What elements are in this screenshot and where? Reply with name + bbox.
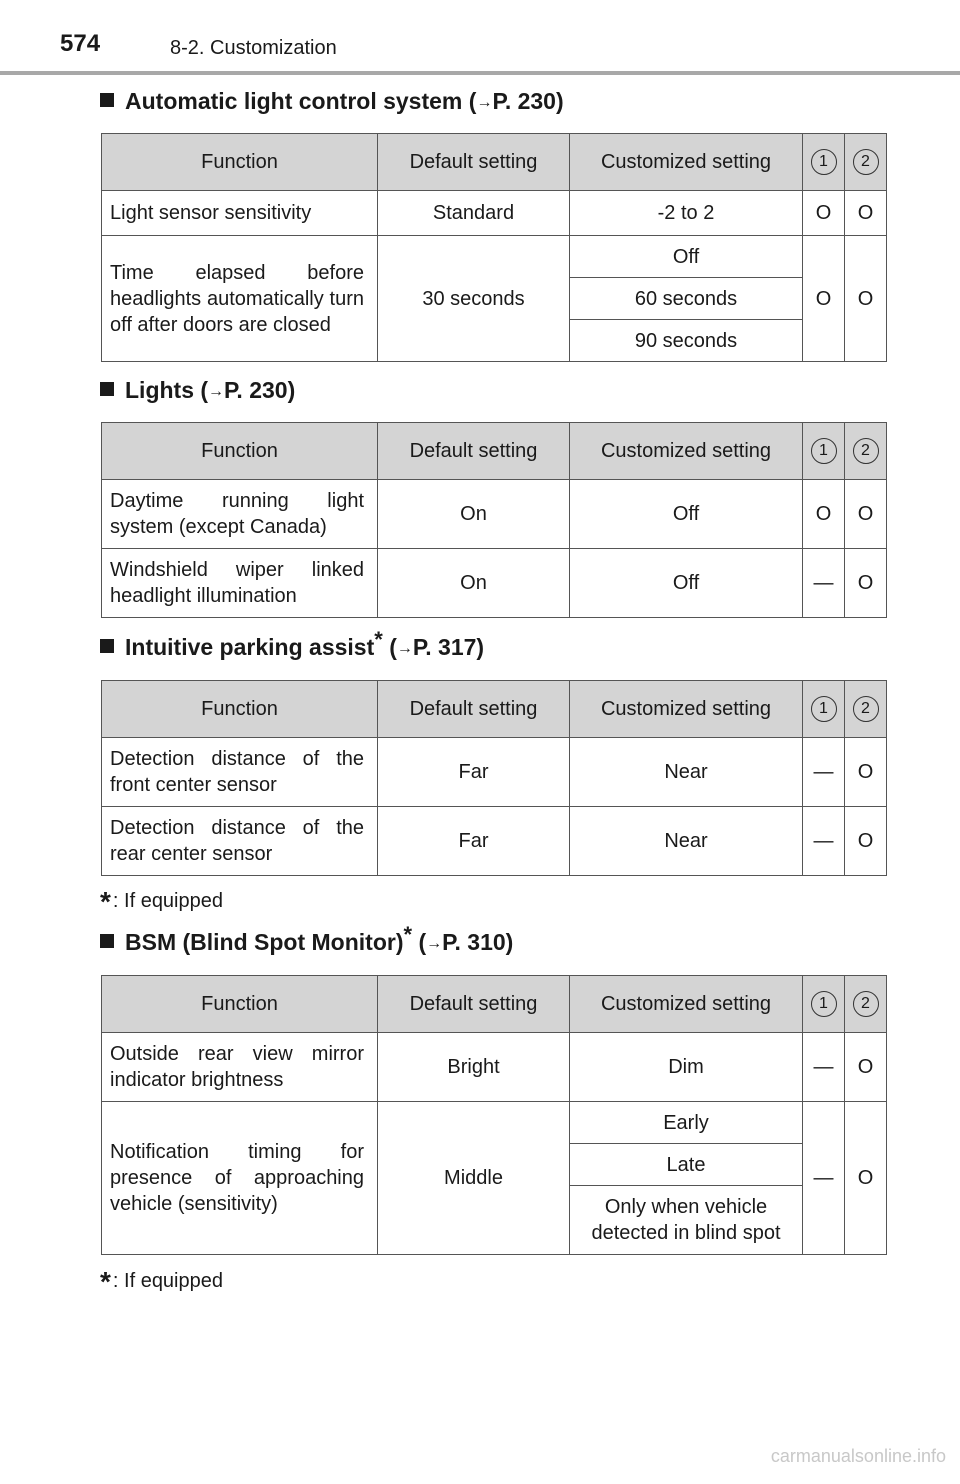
page-ref-link[interactable]: P. 317)	[412, 634, 485, 660]
page-ref-link[interactable]: P. 230)	[492, 88, 564, 114]
col-header-circle-2	[845, 681, 887, 738]
circled-two-icon: 2	[853, 149, 879, 175]
col-header-circle-1	[803, 134, 845, 191]
settings-table-bsm	[101, 975, 887, 1255]
settings-table-parking-assist	[101, 680, 887, 876]
col-header-function: Function	[102, 681, 378, 738]
arrow-right-icon: →	[396, 640, 413, 657]
square-bullet-icon	[100, 93, 114, 107]
table-header-row	[102, 681, 887, 738]
col-header-circle-2	[845, 423, 887, 480]
col-header-default: Default setting	[378, 134, 570, 191]
chapter-title: 8-2. Customization	[170, 37, 337, 59]
col-header-function: Function	[102, 976, 378, 1033]
page-header	[0, 0, 960, 76]
circled-one-icon: 1	[811, 149, 837, 175]
arrow-right-icon: →	[208, 383, 225, 400]
table-row: Daytime running light system (except Canada) On Off O O	[102, 480, 887, 549]
col-header-customized: Customized setting	[570, 423, 803, 480]
settings-table-lights	[101, 422, 887, 618]
col-header-circle-1	[803, 681, 845, 738]
section-heading-parking-assist: Intuitive parking assist* (→P. 317)	[100, 634, 484, 661]
circled-one-icon: 1	[811, 438, 837, 464]
table-row: Detection distance of the rear center sensor Far Near — O	[102, 807, 887, 876]
arrow-right-icon: →	[476, 94, 493, 111]
table-subrow: Late	[102, 1144, 887, 1186]
section-heading-lights: Lights (→P. 230)	[100, 377, 295, 404]
square-bullet-icon	[100, 639, 114, 653]
arrow-right-icon: →	[426, 935, 443, 952]
page-ref-link[interactable]: P. 310)	[442, 929, 514, 955]
col-header-circle-2	[845, 134, 887, 191]
circled-one-icon: 1	[811, 991, 837, 1017]
watermark: carmanualsonline.info	[770, 1446, 946, 1466]
footnote: * : If equipped	[100, 1266, 223, 1297]
table-row: Windshield wiper linked headlight illumination On Off — O	[102, 549, 887, 618]
header-rule	[0, 71, 960, 75]
table-row: Detection distance of the front center sensor Far Near — O	[102, 738, 887, 807]
footnote-star: *	[100, 886, 111, 917]
table-subrow: Only when vehicle detected in blind spot	[102, 1186, 887, 1255]
col-header-customized: Customized setting	[570, 134, 803, 191]
square-bullet-icon	[100, 382, 114, 396]
col-header-default: Default setting	[378, 681, 570, 738]
circled-two-icon: 2	[853, 991, 879, 1017]
circled-one-icon: 1	[811, 696, 837, 722]
col-header-circle-2	[845, 976, 887, 1033]
circled-two-icon: 2	[853, 696, 879, 722]
footnote-star: *	[100, 1266, 111, 1297]
table-header-row	[102, 423, 887, 480]
footnote-marker: *	[403, 922, 413, 947]
circled-two-icon: 2	[853, 438, 879, 464]
table-row: Notification timing for presence of approaching vehicle (sensitivity) Middle Early — O	[102, 1102, 887, 1144]
table-row: Time elapsed before headlights automatically turn off after doors are closed 30 seconds Off O O	[102, 236, 887, 278]
table-subrow: 60 seconds	[102, 278, 887, 320]
page-number: 574	[60, 30, 101, 57]
table-row: Outside rear view mirror indicator brightness Bright Dim — O	[102, 1033, 887, 1102]
footnote: * : If equipped	[100, 886, 223, 917]
section-heading-bsm: BSM (Blind Spot Monitor)* (→P. 310)	[100, 929, 513, 956]
square-bullet-icon	[100, 934, 114, 948]
section-heading-auto-light: Automatic light control system (→P. 230)	[100, 88, 564, 115]
col-header-customized: Customized setting	[570, 681, 803, 738]
col-header-customized: Customized setting	[570, 976, 803, 1033]
table-header-row	[102, 976, 887, 1033]
footnote-marker: *	[374, 627, 383, 652]
col-header-default: Default setting	[378, 423, 570, 480]
table-subrow: 90 seconds	[102, 320, 887, 362]
col-header-default: Default setting	[378, 976, 570, 1033]
col-header-function: Function	[102, 134, 378, 191]
settings-table-auto-light	[101, 133, 887, 362]
col-header-circle-1	[803, 976, 845, 1033]
table-row: Light sensor sensitivity Standard -2 to 2 O O	[102, 191, 887, 236]
page-ref-link[interactable]: P. 230)	[224, 377, 296, 403]
col-header-function: Function	[102, 423, 378, 480]
table-header-row	[102, 134, 887, 191]
col-header-circle-1	[803, 423, 845, 480]
